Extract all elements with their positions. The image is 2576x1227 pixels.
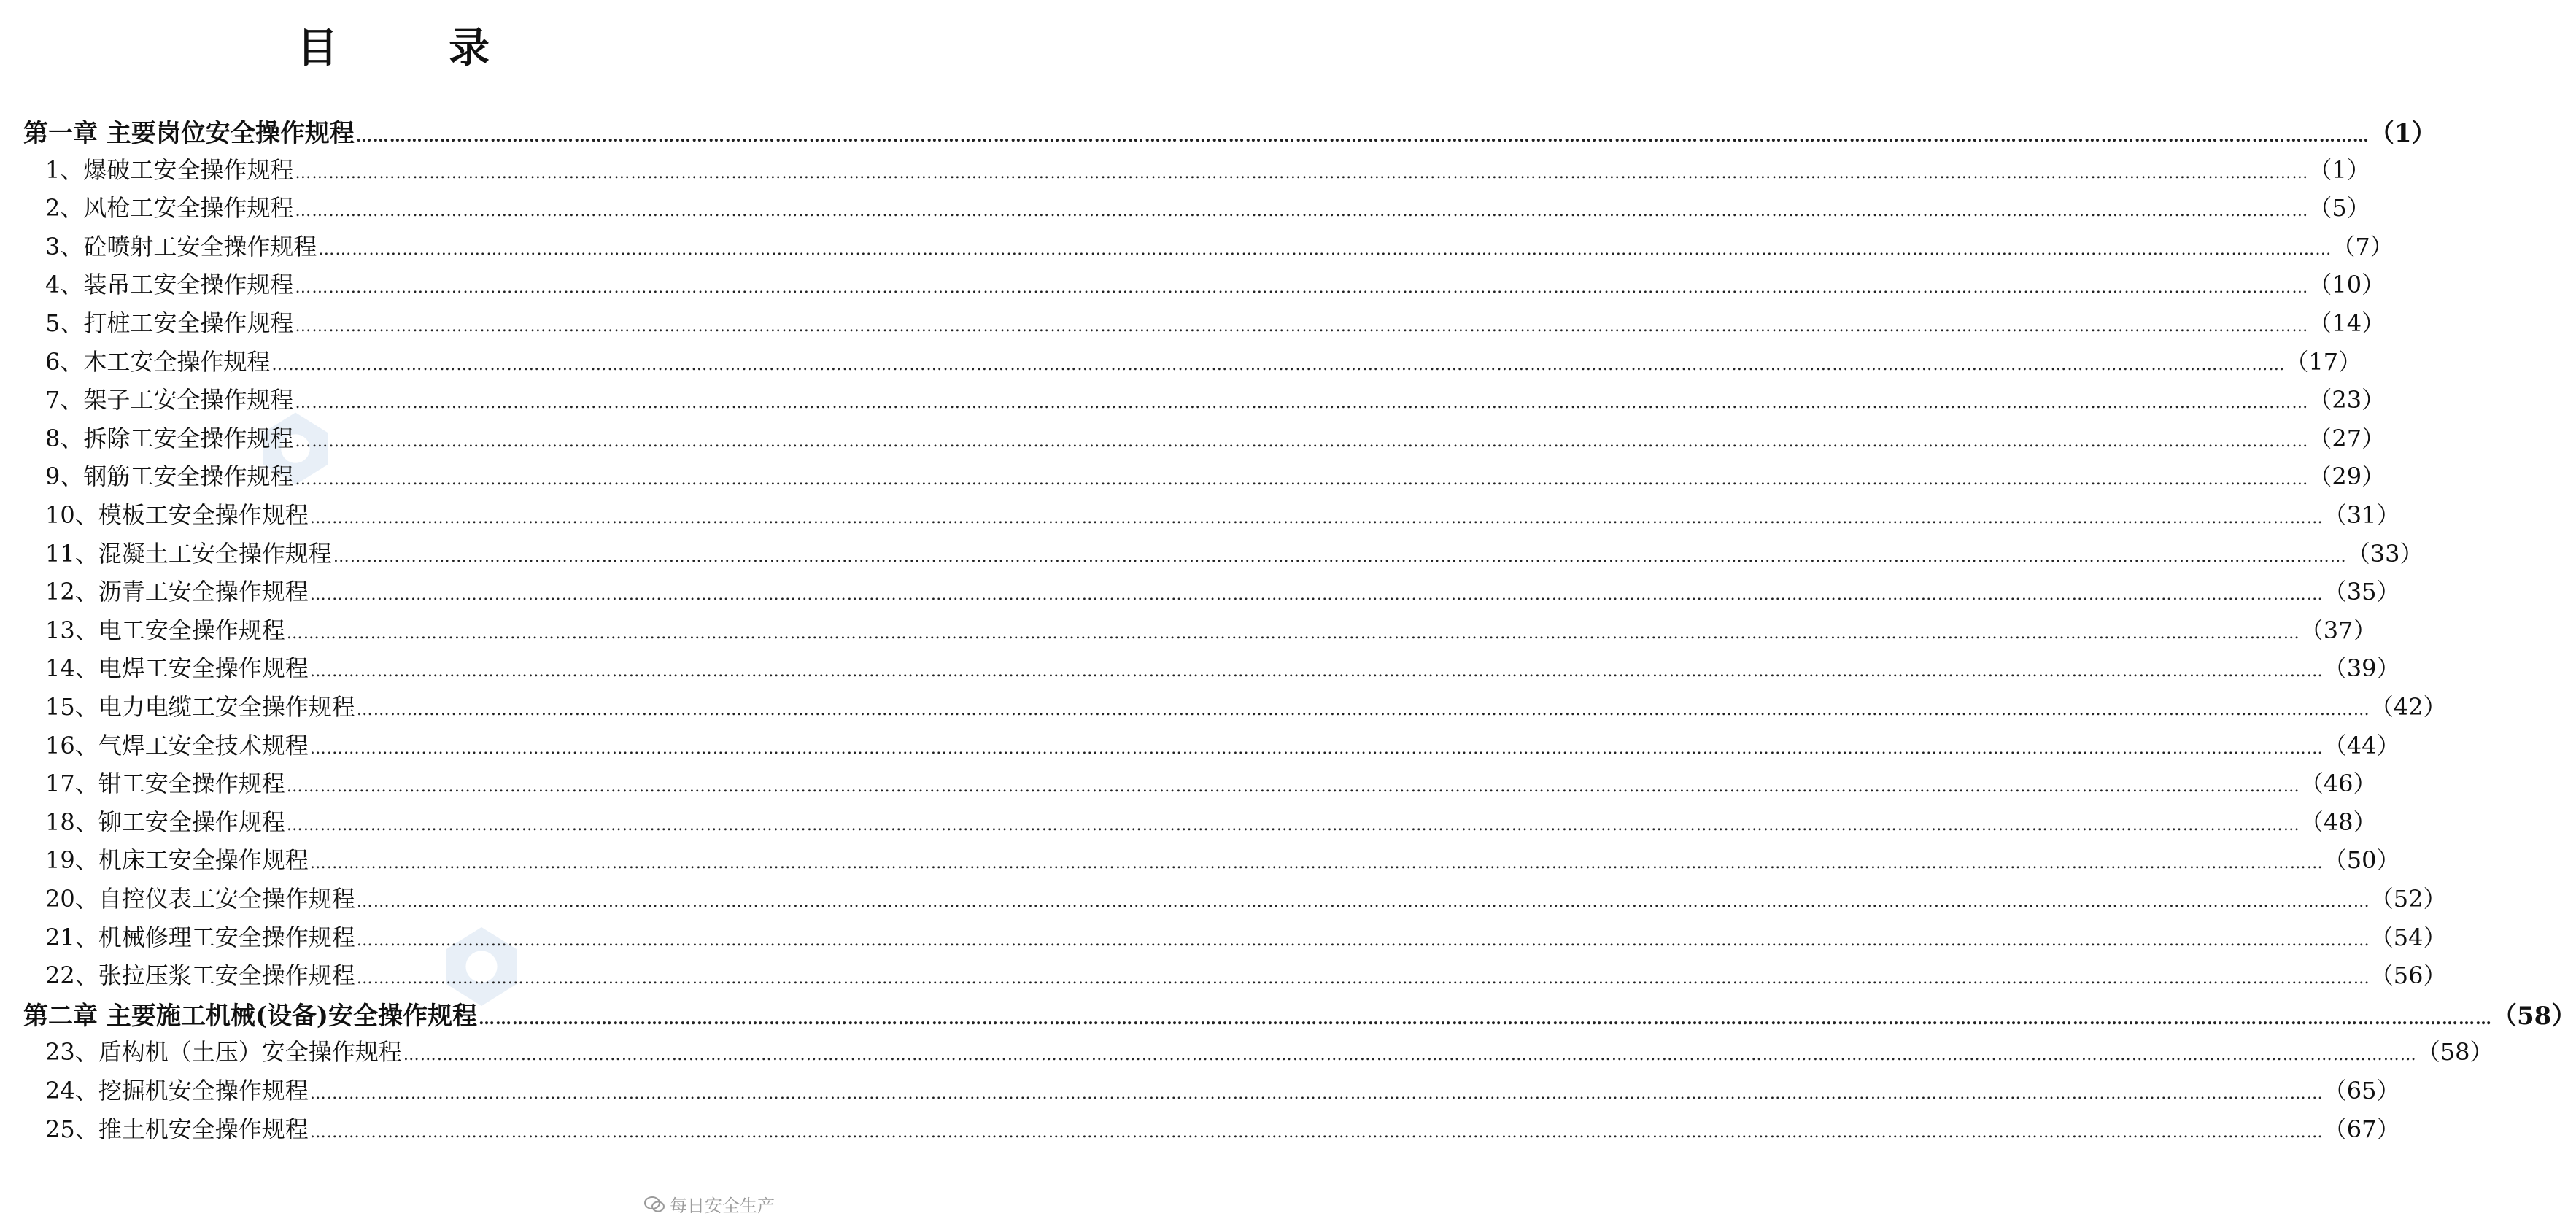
toc-leader-dots: ……………………………………………………………………………………………………………………………………………………………………………………………………………………………………………………………………………………………………………………………… [309,854,2324,873]
toc-entry-row [45,152,2370,187]
toc-entry-label: 15、电力电缆工安全操作规程 [45,693,355,721]
toc-page-number: （58） [2492,1001,2576,1031]
toc-leader-dots: ……………………………………………………………………………………………………………………………………………………………………………………………………………………………………………………………………………………………………………………………… [295,394,2309,413]
toc-page-number: （33） [2346,539,2424,568]
toc-entry-row [45,1111,2400,1146]
footer-text: 每日安全生产 [670,1196,775,1216]
toc-entry-label: 22、张拉压浆工安全操作规程 [45,961,355,990]
footer-watermark [643,1191,775,1217]
toc-leader-dots: ……………………………………………………………………………………………………………………………………………………………………………………………………………………………………………………………………………………………………………………………… [295,163,2309,182]
toc-entry-row [45,497,2400,532]
toc-leader-dots: ……………………………………………………………………………………………………………………………………………………………………………………………………………………………………………………………………………………………………………………………… [318,240,2332,259]
toc-page-number: （31） [2323,501,2400,529]
toc-entry-label: 23、盾构机（土压）安全操作规程 [45,1038,402,1067]
toc-entry-label: 11、混凝土工安全操作规程 [45,539,332,568]
toc-entry-label: 第二章 主要施工机械(设备)安全操作规程 [23,1001,478,1031]
toc-leader-dots: ……………………………………………………………………………………………………………………………………………………………………………………………………………………………………………………………………………………………………………………………… [356,893,2370,911]
toc-entry-row [45,305,2386,340]
toc-entry-label: 17、钳工安全操作规程 [45,770,285,798]
toc-page-number: （37） [2300,616,2377,644]
toc-leader-dots: ……………………………………………………………………………………………………………………………………………………………………………………………………………………………………………………………………………………………………………………………… [309,509,2324,527]
toc-chapter-row [23,113,2437,148]
toc-page-number: （58） [2416,1038,2494,1067]
toc-page-number: （35） [2323,578,2400,606]
toc-page-number: （5） [2308,194,2370,222]
toc-entry-label: 21、机械修理工安全操作规程 [45,923,355,951]
toc-entry-label: 3、砼喷射工安全操作规程 [45,232,317,260]
toc-entry-label: 4、装吊工安全操作规程 [45,271,294,299]
toc-leader-dots: ……………………………………………………………………………………………………………………………………………………………………………………………………………………………………………………………………………………………………………………………… [295,432,2309,451]
toc-entry-label: 9、钢筋工安全操作规程 [45,462,294,491]
toc-entry-label: 20、自控仪表工安全操作规程 [45,885,355,913]
toc-entry-row [45,382,2386,417]
toc-leader-dots: ……………………………………………………………………………………………………………………………………………………………………………………………………………………………………………………………………………………………………………………………… [286,624,2300,643]
toc-page-number: （50） [2323,846,2400,875]
toc-entry-row [45,1072,2400,1107]
toc-page-number: （67） [2323,1115,2400,1143]
toc-leader-dots: ……………………………………………………………………………………………………………………………………………………………………………………………………………………………………………………………………………………………………………………………… [309,739,2324,758]
toc-page-number: （27） [2308,424,2386,452]
toc-leader-dots: ……………………………………………………………………………………………………………………………………………………………………………………………………………………………………………………………………………………………………………………………… [309,1085,2324,1103]
toc-page-number: （29） [2308,462,2386,491]
toc-entry-label: 18、铆工安全操作规程 [45,808,285,836]
toc-entry-label: 第一章 主要岗位安全操作规程 [23,119,355,148]
toc-entry-label: 7、架子工安全操作规程 [45,386,294,414]
toc-leader-dots: ……………………………………………………………………………………………………………………………………………………………………………………………………………………………………………………………………………………………………………………………… [286,816,2300,835]
toc-leader-dots: ……………………………………………………………………………………………………………………………………………………………………………………………………………………………………………………………………………………………………………………………… [295,202,2309,221]
toc-entry-label: 19、机床工安全操作规程 [45,846,309,875]
toc-entry-label: 1、爆破工安全操作规程 [45,155,294,184]
toc-entry-row [45,228,2394,263]
toc-entry-row [45,804,2377,839]
toc-leader-dots: ……………………………………………………………………………………………………………………………………………………………………………………………………………………………………………………………………………………………………………………………… [309,1123,2324,1142]
toc-page-number: （1） [2369,119,2437,148]
toc-entry-row [45,420,2386,455]
toc-page-number: （23） [2308,386,2386,414]
toc-page-number: （44） [2323,731,2400,759]
toc-entry-label: 8、拆除工安全操作规程 [45,424,294,452]
toc-page-number: （65） [2323,1077,2400,1104]
toc-entry-row [45,689,2447,724]
toc-page-number: （39） [2323,654,2400,683]
toc-entry-row [45,880,2447,916]
toc-entry-label: 16、气焊工安全技术规程 [45,731,309,759]
toc-page-number: （17） [2285,347,2362,376]
toc-entry-label: 13、电工安全操作规程 [45,616,285,644]
toc-entry-row [45,765,2377,800]
toc-entry-label: 24、挖掘机安全操作规程 [45,1077,309,1104]
toc-entry-row [45,535,2424,570]
toc-leader-dots: ……………………………………………………………………………………………………………………………………………………………………………………………………………………………………………………………………………………………………………………………… [355,127,2370,146]
toc-entry-row [45,344,2362,379]
toc-entry-label: 25、推土机安全操作规程 [45,1115,309,1143]
toc-leader-dots: ……………………………………………………………………………………………………………………………………………………………………………………………………………………………………………………………………………………………………………………………… [403,1046,2417,1065]
wechat-icon [643,1195,665,1214]
toc-entry-row [45,727,2400,762]
toc-entry-row [45,957,2447,992]
toc-leader-dots: ……………………………………………………………………………………………………………………………………………………………………………………………………………………………………………………………………………………………………………………………… [309,662,2324,681]
toc-page-number: （56） [2370,961,2447,990]
toc-leader-dots: ……………………………………………………………………………………………………………………………………………………………………………………………………………………………………………………………………………………………………………………………… [479,1009,2493,1029]
toc-entry-row [45,190,2370,225]
toc-entry-row [45,573,2400,608]
toc-leader-dots: ……………………………………………………………………………………………………………………………………………………………………………………………………………………………………………………………………………………………………………………………… [356,931,2370,950]
toc-leader-dots: ……………………………………………………………………………………………………………………………………………………………………………………………………………………………………………………………………………………………………………………………… [295,317,2309,336]
toc-entry-label: 5、打桩工安全操作规程 [45,309,294,337]
toc-entry-row [45,842,2400,877]
toc-entry-row [45,650,2400,685]
toc-entry-row [45,1034,2494,1069]
page-title [0,16,788,74]
toc-page-number: （54） [2370,923,2447,951]
toc-entry-label: 2、风枪工安全操作规程 [45,194,294,222]
toc-page-number: （48） [2300,808,2377,836]
toc-entry-label: 10、模板工安全操作规程 [45,501,309,529]
toc-leader-dots: ……………………………………………………………………………………………………………………………………………………………………………………………………………………………………………………………………………………………………………………………… [333,547,2347,566]
toc-entry-label: 12、沥青工安全操作规程 [45,578,309,606]
toc-entry-row [45,919,2447,954]
toc-leader-dots: ……………………………………………………………………………………………………………………………………………………………………………………………………………………………………………………………………………………………………………………………… [286,778,2300,797]
toc-entry-label: 6、木工安全操作规程 [45,347,271,376]
toc-leader-dots: ……………………………………………………………………………………………………………………………………………………………………………………………………………………………………………………………………………………………………………………………… [295,279,2309,298]
toc-page-number: （10） [2308,271,2386,299]
toc-leader-dots: ……………………………………………………………………………………………………………………………………………………………………………………………………………………………………………………………………………………………………………………………… [271,355,2286,374]
toc-page-number: （7） [2332,232,2394,260]
toc-entry-label: 14、电焊工安全操作规程 [45,654,309,683]
title-char-left: 目 [297,24,339,72]
toc-page-number: （14） [2308,309,2386,337]
toc-leader-dots: ……………………………………………………………………………………………………………………………………………………………………………………………………………………………………………………………………………………………………………………………… [309,586,2324,605]
toc-leader-dots: ……………………………………………………………………………………………………………………………………………………………………………………………………………………………………………………………………………………………………………………………… [356,701,2370,719]
toc-page-number: （1） [2308,155,2370,184]
toc-chapter-row [23,996,2576,1031]
title-char-right: 录 [449,24,491,72]
toc-page-number: （52） [2370,885,2447,913]
toc-entry-row [45,612,2377,647]
toc-entry-row [45,458,2386,493]
toc-leader-dots: ……………………………………………………………………………………………………………………………………………………………………………………………………………………………………………………………………………………………………………………………… [356,969,2370,988]
toc-page-number: （42） [2370,693,2447,721]
toc-leader-dots: ……………………………………………………………………………………………………………………………………………………………………………………………………………………………………………………………………………………………………………………………… [295,471,2309,489]
toc-page-number: （46） [2300,770,2377,798]
toc-entry-row [45,266,2386,301]
